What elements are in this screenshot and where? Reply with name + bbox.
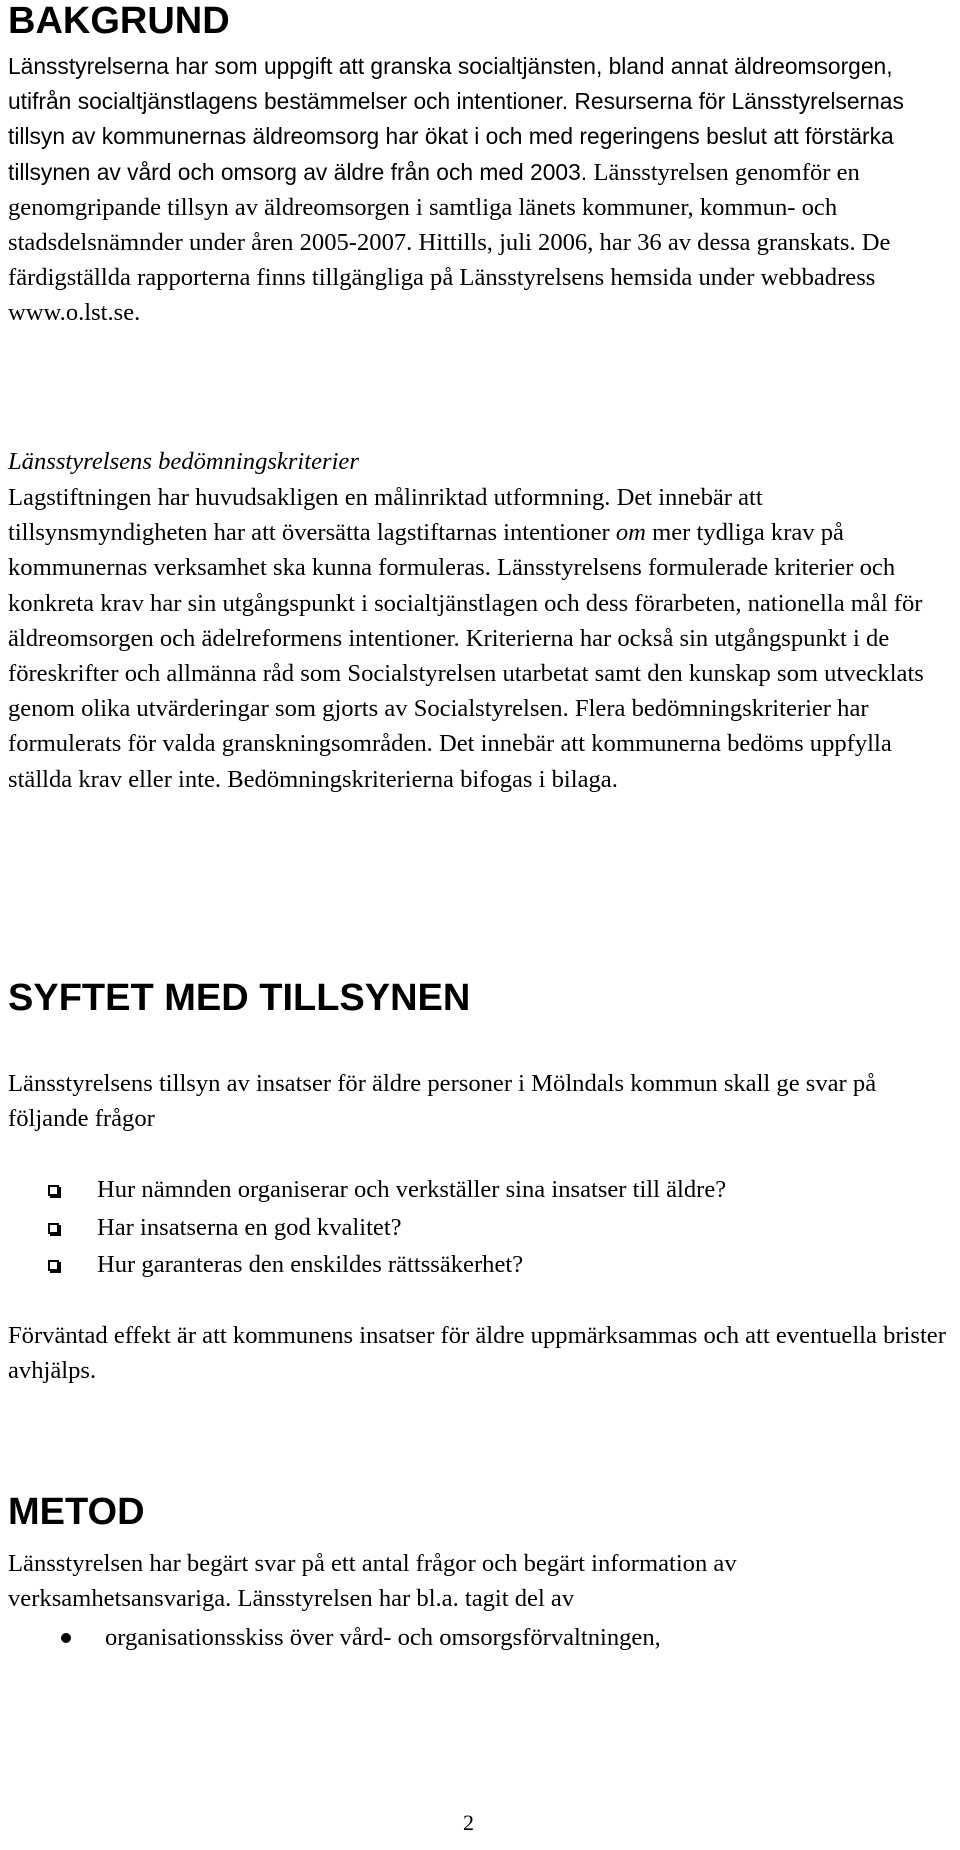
heading-bakgrund: BAKGRUND [8,0,230,42]
paragraph-effekt: Förväntad effekt är att kommunens insatser för äldre uppmärksammas och att eventuella brister avhjälps. [8,1322,946,1385]
paragraph-bakgrund [8,49,953,331]
page-number: 2 [463,1810,474,1835]
heading-syftet: SYFTET MED TILLSYNEN [8,977,471,1019]
criteria-text-part1: Lagstiftningen har huvudsakligen en målinriktad utformning. Det innebär att tillsynsmyndigheten har att översätta lagstiftarnas intentioner [8,484,763,547]
bullet-dot-icon [61,1633,71,1643]
metod-bullet-item [8,1620,661,1655]
question-text: Har insatserna en god kvalitet? [97,1213,402,1241]
question-text: Hur garanteras den enskildes rättssäkerhet? [97,1251,524,1278]
metod-bullet-list [8,1620,661,1655]
paragraph-bakgrund-sans [8,49,953,331]
question-list [8,1171,726,1284]
metod-bullet-text: organisationsskiss över vård- och omsorgsförvaltningen, [105,1624,661,1651]
paragraph-kriterier [8,480,953,797]
question-text: Hur nämnden organiserar och verkställer sina insatser till äldre? [97,1176,727,1203]
heading-metod: METOD [8,1491,145,1533]
paragraph-metod: Länsstyrelsen har begärt svar på ett antal frågor och begärt information av verksamhetsansvariga. Länsstyrelsen har bl.a. tagit del av [8,1550,737,1613]
criteria-text-part2: mer tydliga krav på kommunernas verksamhet ska kunna formuleras. Länsstyrelsens formulerade kriterier och konkreta krav har sin utgångspunkt i socialtjänstlagen och dess förarbeten, nationella mål för äldreomsorgen och ädelreformens intentioner. Kriterierna har också sin utgångspunkt i de föreskrifter och allmänna råd som Socialstyrelsen utarbetat samt den kunskap som utvecklats genom olika utvärderingar som gjorts av Socialstyrelsen. Flera bedömningskriterier har formulerats för valda granskningsområden. Det innebär att kommunerna bedöms uppfylla ställda krav eller inte. Bedömningskriterierna bifogas i bilaga. [8,519,924,793]
subheading-kriterier: Länsstyrelsens bedömningskriterier [8,448,359,475]
bakgrund-serif-text: Länsstyrelsen genomför en genomgripande tillsyn av äldreomsorgen i samtliga länets kommuner, kommun- och stadsdelsnämnder under åren 2005-2007. Hittills, juli 2006, har 36 av dessa granskats. De färdigställda rapporterna finns tillgängliga på Länsstyrelsens hemsida under webbadress www.o.lst.se. [8,158,891,327]
checkbox-bullet-icon [48,1185,59,1196]
question-item [8,1246,726,1284]
checkbox-bullet-icon [48,1223,59,1234]
question-item [8,1171,726,1209]
checkbox-bullet-icon [48,1260,59,1271]
paragraph-syftet-intro: Länsstyrelsens tillsyn av insatser för äldre personer i Mölndals kommun skall ge svar på följande frågor [8,1070,877,1133]
question-item [8,1209,726,1247]
bakgrund-sans-text: Länsstyrelserna har som uppgift att granska socialtjänsten, bland annat äldreomsorgen, utifrån socialtjänstlagens bestämmelser och intentioner. Resurserna för Länsstyrelsernas tillsyn av kommunernas äldreomsorg har ökat i och med regeringens beslut att förstärka tillsynen av vård och omsorg av äldre från och med 2003. [8,53,904,185]
criteria-italic-word: om [615,519,646,547]
